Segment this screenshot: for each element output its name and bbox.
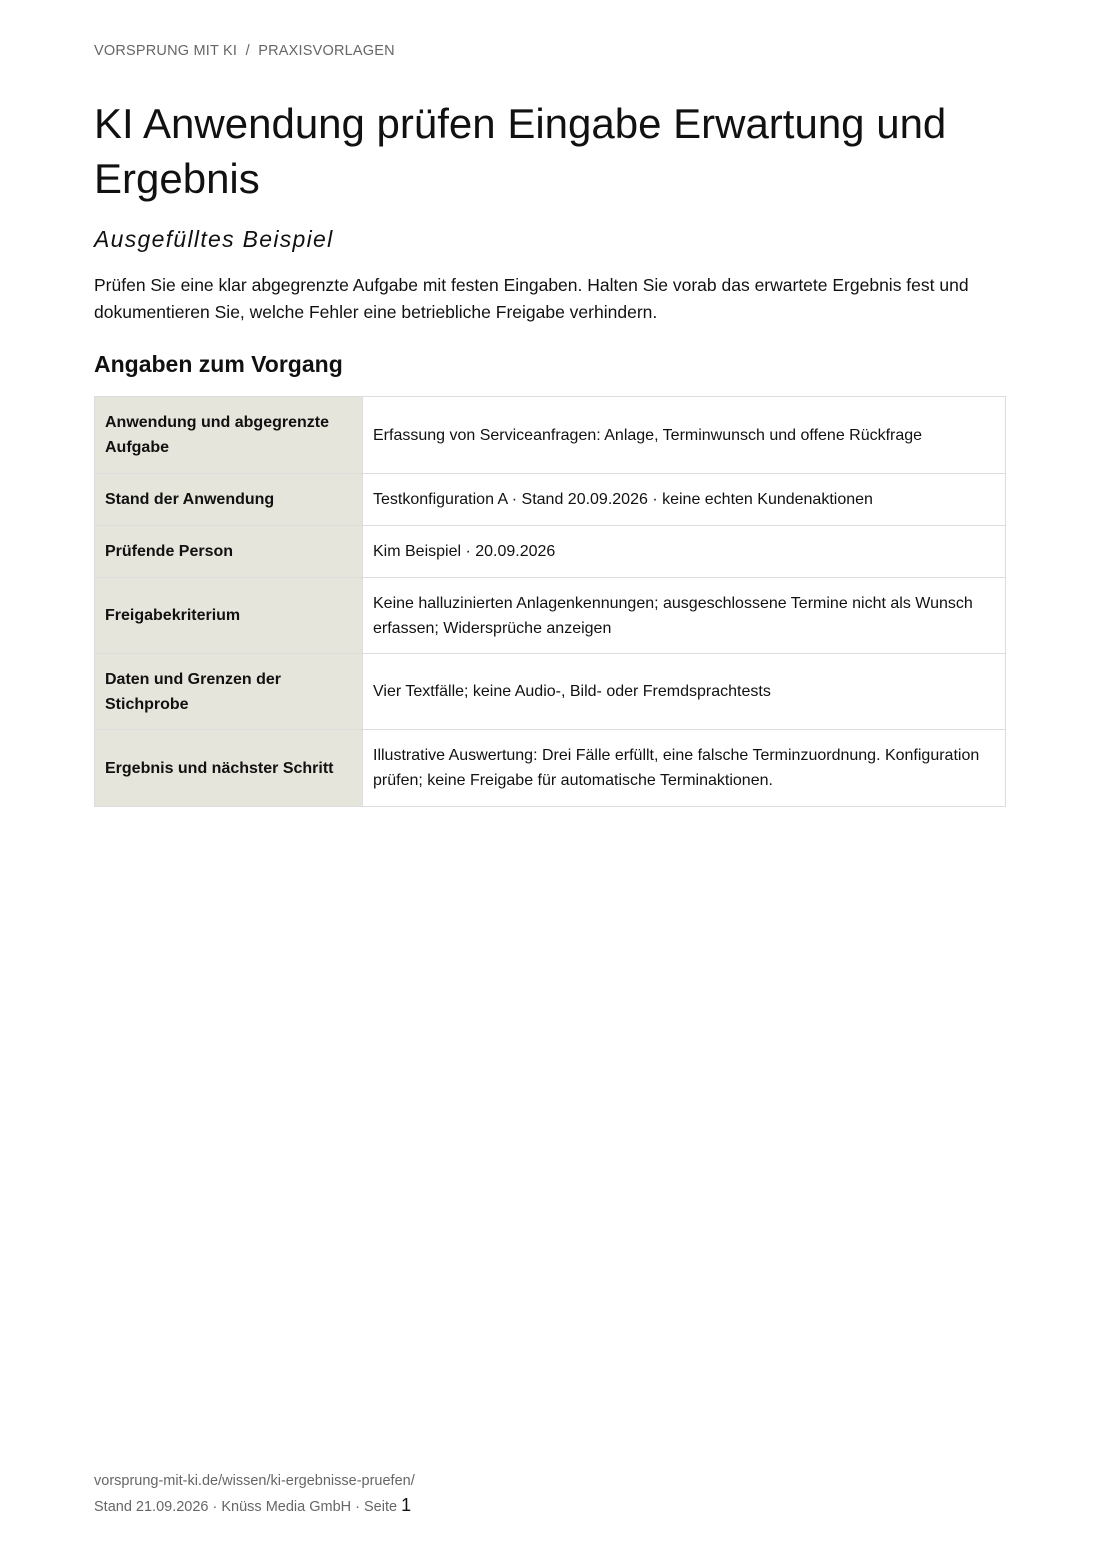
section-heading: Angaben zum Vorgang: [94, 351, 343, 377]
row-value: Testkonfiguration A · Stand 20.09.2026 · keine echten Kundenaktionen: [363, 474, 1006, 526]
footer-meta: [94, 1493, 415, 1519]
breadcrumb: VORSPRUNG MIT KI / PRAXISVORLAGEN: [94, 43, 395, 59]
page-footer: [94, 1469, 415, 1519]
page-subtitle: Ausgefülltes Beispiel: [94, 226, 334, 252]
row-label: Freigabekriterium: [95, 578, 363, 654]
row-value: Kim Beispiel · 20.09.2026: [363, 526, 1006, 578]
row-value: Keine halluzinierten Anlagenkennungen; ausgeschlossene Termine nicht als Wunsch erfassen; Widersprüche anzeigen: [363, 578, 1006, 654]
row-label: Daten und Grenzen der Stichprobe: [95, 654, 363, 730]
row-label: Anwendung und abgegrenzte Aufgabe: [95, 397, 363, 474]
table-row: [95, 654, 1006, 730]
table-row: [95, 474, 1006, 526]
table-row: [95, 526, 1006, 578]
row-value: Illustrative Auswertung: Drei Fälle erfüllt, eine falsche Terminzuordnung. Konfiguration prüfen; keine Freigabe für automatische Terminaktionen.: [363, 730, 1006, 807]
page-number: 1: [401, 1495, 412, 1515]
table-row: [95, 578, 1006, 654]
info-table: [94, 396, 1006, 807]
footer-meta-text: Stand 21.09.2026 · Knüss Media GmbH · Seite: [94, 1499, 398, 1515]
intro-paragraph: Prüfen Sie eine klar abgegrenzte Aufgabe mit festen Eingaben. Halten Sie vorab das erwartete Ergebnis fest und dokumentieren Sie, welche Fehler eine betriebliche Freigabe verhindern.: [94, 275, 969, 322]
table-row: [95, 397, 1006, 474]
row-value: Erfassung von Serviceanfragen: Anlage, Terminwunsch und offene Rückfrage: [363, 397, 1006, 474]
row-label: Ergebnis und nächster Schritt: [95, 730, 363, 807]
row-value: Vier Textfälle; keine Audio-, Bild- oder Fremdsprachtests: [363, 654, 1006, 730]
footer-url: vorsprung-mit-ki.de/wissen/ki-ergebnisse-pruefen/: [94, 1473, 415, 1489]
row-label: Stand der Anwendung: [95, 474, 363, 526]
row-label: Prüfende Person: [95, 526, 363, 578]
page-title: KI Anwendung prüfen Eingabe Erwartung und Ergebnis: [94, 100, 947, 202]
table-row: [95, 730, 1006, 807]
